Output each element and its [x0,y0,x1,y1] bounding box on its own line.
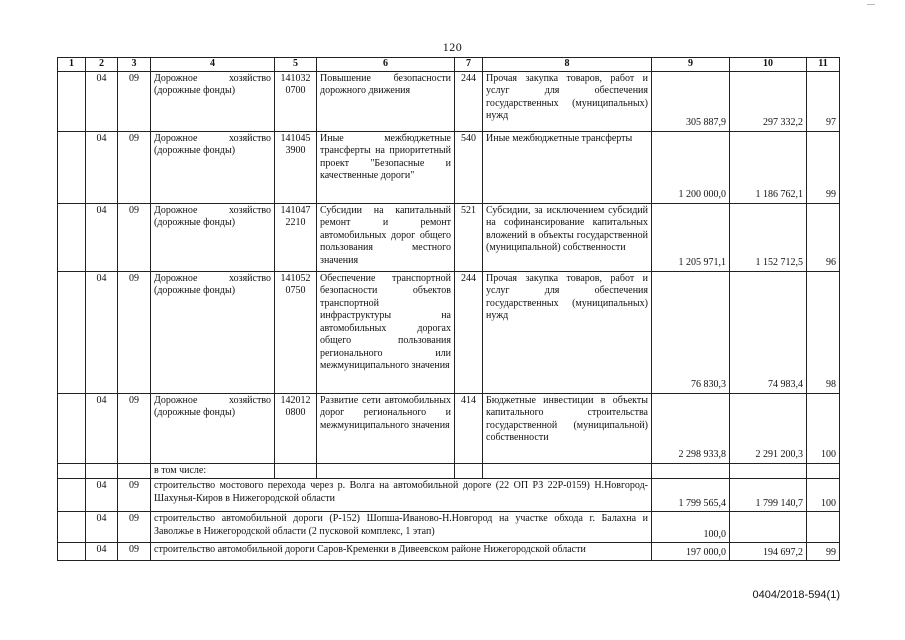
row-col1 [58,271,86,393]
row-expense-name [483,463,652,479]
row-section: 04 [86,393,118,463]
row-target-code: 141047 2210 [275,203,317,271]
row-planned: 1 200 000,0 [652,131,730,203]
row-col1 [58,543,86,561]
row-subsection: 09 [118,479,151,512]
row-col1 [58,463,86,479]
header-cell: 1 [58,58,86,72]
subitem-row [58,479,840,512]
row-section-name: Дорожное хозяйство (дорожные фонды) [151,271,275,393]
header-row [58,58,840,72]
header-cell: 6 [317,58,455,72]
header-cell: 7 [455,58,483,72]
row-target-name [317,463,455,479]
row-col1 [58,71,86,131]
row-target-code: 141045 3900 [275,131,317,203]
row-target-code: 141032 0700 [275,71,317,131]
row-expense-type: 540 [455,131,483,203]
row-planned: 197 000,0 [652,543,730,561]
table-row [58,71,840,131]
row-executed: 194 697,2 [730,543,807,561]
row-percent [807,512,840,543]
row-section-name: Дорожное хозяйство (дорожные фонды) [151,71,275,131]
including-row [58,463,840,479]
row-target-name: Повышение безопасности дорожного движения [317,71,455,131]
row-target-code [275,463,317,479]
row-planned: 2 298 933,8 [652,393,730,463]
row-executed: 2 291 200,3 [730,393,807,463]
header-cell: 5 [275,58,317,72]
row-executed: 74 983,4 [730,271,807,393]
row-col1 [58,131,86,203]
subitem-text: строительство автомобильной дороги (Р-152) Шопша-Иваново-Н.Новгород на участке обхода г. Балахна и Заволжье в Нижегородской области (2 пусковой комплекс, 1 этап) [151,512,652,543]
corner-mark [867,4,875,5]
row-col1 [58,479,86,512]
row-planned: 305 887,9 [652,71,730,131]
row-section-name: Дорожное хозяйство (дорожные фонды) [151,203,275,271]
row-executed: 1 799 140,7 [730,479,807,512]
row-planned: 1 205 971,1 [652,203,730,271]
header-cell: 9 [652,58,730,72]
header-cell: 10 [730,58,807,72]
row-subsection: 09 [118,71,151,131]
row-target-name: Иные межбюджетные трансферты на приоритетный проект "Безопасные и качественные дороги" [317,131,455,203]
row-percent: 96 [807,203,840,271]
row-section-name: Дорожное хозяйство (дорожные фонды) [151,393,275,463]
row-percent: 99 [807,131,840,203]
row-expense-name: Иные межбюджетные трансферты [483,131,652,203]
header-cell: 4 [151,58,275,72]
row-percent: 98 [807,271,840,393]
row-planned: 76 830,3 [652,271,730,393]
row-section: 04 [86,512,118,543]
row-expense-name: Бюджетные инвестиции в объекты капитального строительства государственной (муниципальной) собственности [483,393,652,463]
row-subsection: 09 [118,271,151,393]
row-expense-type: 244 [455,271,483,393]
row-percent: 100 [807,393,840,463]
including-label: в том числе: [151,463,275,479]
table-row [58,393,840,463]
row-percent: 100 [807,479,840,512]
row-target-code: 142012 0800 [275,393,317,463]
row-subsection: 09 [118,512,151,543]
table-row [58,131,840,203]
row-section: 04 [86,479,118,512]
subitem-row [58,543,840,561]
row-target-name: Развитие сети автомобильных дорог регионального и межмуниципального значения [317,393,455,463]
row-subsection [118,463,151,479]
row-section [86,463,118,479]
row-expense-name: Прочая закупка товаров, работ и услуг для обеспечения государственных (муниципальных) нужд [483,71,652,131]
row-section: 04 [86,271,118,393]
row-section: 04 [86,71,118,131]
budget-table [57,57,840,561]
row-executed [730,512,807,543]
table-row [58,271,840,393]
row-expense-name: Субсидии, за исключением субсидий на софинансирование капитальных вложений в объекты государственной (муниципальной) собственности [483,203,652,271]
row-planned [652,463,730,479]
row-section: 04 [86,203,118,271]
row-executed [730,463,807,479]
subitem-text: строительство автомобильной дороги Саров-Кременки в Дивеевском районе Нижегородской области [151,543,652,561]
subitem-row [58,512,840,543]
row-percent: 99 [807,543,840,561]
row-target-name: Субсидии на капитальный ремонт и ремонт автомобильных дорог общего пользования местного значения [317,203,455,271]
header-cell: 2 [86,58,118,72]
row-planned: 1 799 565,4 [652,479,730,512]
row-section: 04 [86,543,118,561]
row-expense-type: 244 [455,71,483,131]
row-executed: 1 186 762,1 [730,131,807,203]
page-number: 120 [442,40,463,54]
subitem-text: строительство мостового перехода через р. Волга на автомобильной дороге (22 ОП РЗ 22Р-0159) Н.Новгород-Шахунья-Киров в Нижегородской области [151,479,652,512]
row-col1 [58,512,86,543]
row-col1 [58,203,86,271]
row-expense-type [455,463,483,479]
row-expense-name: Прочая закупка товаров, работ и услуг для обеспечения государственных (муниципальных) нужд [483,271,652,393]
row-percent [807,463,840,479]
row-expense-type: 414 [455,393,483,463]
row-subsection: 09 [118,393,151,463]
row-executed: 297 332,2 [730,71,807,131]
document-id: 0404/2018-594(1) [752,589,840,601]
row-target-name: Обеспечение транспортной безопасности объектов транспортной инфраструктуры на автомобильных дорогах общего пользования регионального или межмуниципального значения [317,271,455,393]
row-executed: 1 152 712,5 [730,203,807,271]
row-section: 04 [86,131,118,203]
table-row [58,203,840,271]
row-expense-type: 521 [455,203,483,271]
row-col1 [58,393,86,463]
row-section-name: Дорожное хозяйство (дорожные фонды) [151,131,275,203]
row-target-code: 141052 0750 [275,271,317,393]
row-subsection: 09 [118,131,151,203]
row-subsection: 09 [118,543,151,561]
row-subsection: 09 [118,203,151,271]
header-cell: 3 [118,58,151,72]
row-percent: 97 [807,71,840,131]
header-cell: 11 [807,58,840,72]
header-cell: 8 [483,58,652,72]
row-planned: 100,0 [652,512,730,543]
